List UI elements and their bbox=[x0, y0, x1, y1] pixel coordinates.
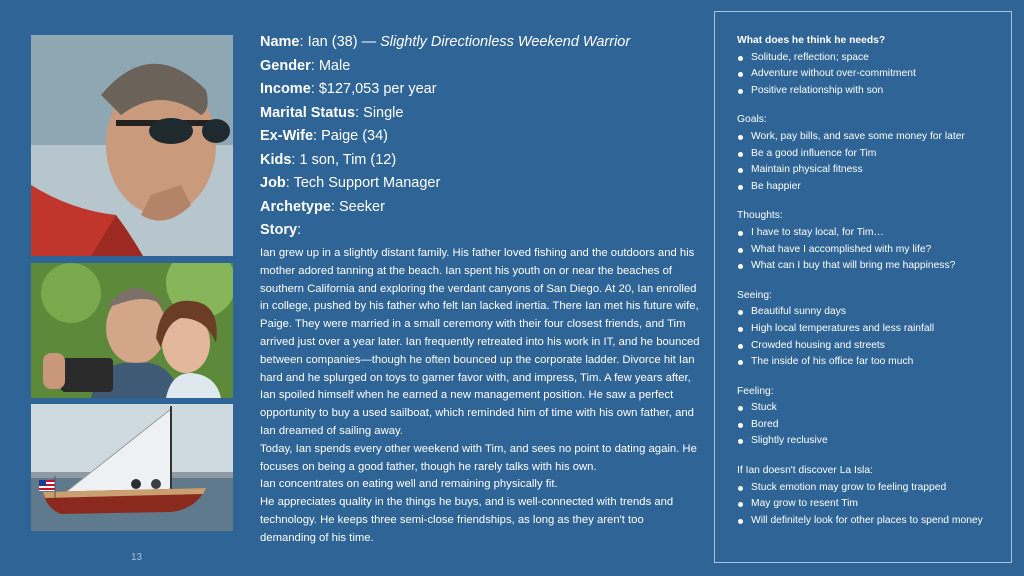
persona-story bbox=[260, 245, 700, 548]
field-label: Income bbox=[260, 81, 311, 97]
list-item: Maintain physical fitness bbox=[737, 162, 1011, 179]
list-item: Adventure without over-commitment bbox=[737, 66, 1011, 83]
field-label: Job bbox=[260, 175, 286, 191]
story-paragraph: Ian concentrates on eating well and remaining physically fit. bbox=[260, 478, 558, 491]
field-value: Tech Support Manager bbox=[293, 175, 441, 191]
field-label: Gender bbox=[260, 57, 311, 74]
story-paragraph: Ian grew up in a slightly distant family. His father loved fishing and the outdoors and his mother adored tanning at the beach. Ian spent his youth on or near the beaches of southern California and exploring the verdant canyons of San Diego. At 20, Ian enrolled in college, pushed by his father who felt Ian lacked inertia. There Ian met his future wife, Paige. They were married in a small ceremony with their four closest friends, and Tim arrived just over a year later. Ian frequently retreated into his work in IT, and he bounced between companies—though he often bounced up the corporate ladder. Divorce hit Ian hard and he splurged on toys to garner favor with, and impress, Tim. A few years after, Ian spoiled himself when he earned a new management position. He saw a perfect opportunity to buy a used sailboat, which reminded him of time with his own father, and Ian dreamed of sailing away. bbox=[260, 247, 700, 437]
list-item: I have to stay local, for Tim… bbox=[737, 225, 1011, 242]
story-label: Story bbox=[260, 222, 298, 238]
field-value: Paige (34) bbox=[321, 128, 389, 144]
field-value: Ian (38) bbox=[307, 34, 358, 50]
field-kids: Kids: 1 son, Tim (12) bbox=[260, 151, 397, 168]
field-value: 1 son, Tim (12) bbox=[299, 151, 397, 168]
list-item: Be a good influence for Tim bbox=[737, 146, 1011, 163]
field-ex-wife: Ex-Wife: Paige (34) bbox=[260, 128, 389, 144]
list-item: High local temperatures and less rainfall bbox=[737, 321, 1011, 338]
field-value: Male bbox=[318, 57, 351, 74]
section-thoughts bbox=[737, 208, 1011, 274]
persona-tagline: Slightly Directionless Weekend Warrior bbox=[380, 34, 631, 50]
bullet-list bbox=[737, 50, 1011, 100]
field-story-heading: Story: bbox=[260, 222, 302, 238]
list-item: Solitude, reflection; space bbox=[737, 50, 1011, 67]
section-title: If Ian doesn't discover La Isla: bbox=[737, 465, 873, 477]
field-name: Name: Ian (38) — Slightly Directionless Weekend Warrior bbox=[260, 34, 631, 50]
section-seeing bbox=[737, 288, 1011, 371]
name-separator: — bbox=[361, 34, 377, 50]
section-if-not-discovered bbox=[737, 463, 1011, 529]
field-value: Seeker bbox=[338, 198, 385, 215]
field-label: Ex-Wife bbox=[260, 128, 314, 144]
list-item: May grow to resent Tim bbox=[737, 496, 1011, 513]
list-item: Positive relationship with son bbox=[737, 83, 1011, 100]
bullet-list bbox=[737, 129, 1011, 195]
field-value: Single bbox=[363, 104, 404, 121]
bullet-list bbox=[737, 480, 1011, 530]
insights-panel bbox=[714, 11, 1012, 563]
section-title: Goals: bbox=[737, 114, 767, 126]
list-item: What can I buy that will bring me happiness? bbox=[737, 258, 1011, 275]
list-item: Be happier bbox=[737, 179, 1011, 196]
field-income: Income: $127,053 per year bbox=[260, 81, 437, 97]
page-number: 13 bbox=[131, 552, 143, 563]
story-paragraph: Today, Ian spends every other weekend with Tim, and sees no point to dating again. He focuses on being a good father, though he rarely talks with his own. bbox=[260, 442, 697, 473]
photo-father-son-selfie bbox=[31, 263, 233, 398]
section-goals bbox=[737, 112, 1011, 195]
list-item: Work, pay bills, and save some money for later bbox=[737, 129, 1011, 146]
photo-man-sunglasses bbox=[31, 35, 233, 256]
field-label: Marital Status bbox=[260, 104, 356, 121]
bullet-list bbox=[737, 304, 1011, 370]
section-title: Thoughts: bbox=[737, 210, 783, 222]
section-title: What does he think he needs? bbox=[737, 35, 886, 46]
story-paragraph: He appreciates quality in the things he buys, and is well-connected with trends and technology. He keeps three semi-close friendships, as long as they aren't too demanding of his time. bbox=[260, 496, 674, 544]
list-item: Will definitely look for other places to spend money bbox=[737, 513, 1011, 530]
photo-sailboat bbox=[31, 404, 233, 531]
field-marital-status: Marital Status: Single bbox=[260, 104, 404, 121]
bullet-list bbox=[737, 400, 1011, 450]
list-item: The inside of his office far too much bbox=[737, 354, 1011, 371]
field-label: Name bbox=[260, 34, 300, 50]
list-item: Stuck emotion may grow to feeling trapped bbox=[737, 480, 1011, 497]
list-item: Slightly reclusive bbox=[737, 433, 1011, 450]
field-label: Kids bbox=[260, 151, 292, 168]
section-title: Feeling: bbox=[737, 385, 774, 397]
list-item: Beautiful sunny days bbox=[737, 304, 1011, 321]
field-job: Job: Tech Support Manager bbox=[260, 175, 441, 191]
list-item: Bored bbox=[737, 417, 1011, 434]
field-archetype: Archetype: Seeker bbox=[260, 198, 385, 215]
field-label: Archetype bbox=[260, 198, 331, 215]
section-needs bbox=[737, 33, 1011, 99]
list-item: Stuck bbox=[737, 400, 1011, 417]
section-title: Seeing: bbox=[737, 289, 772, 301]
section-feeling bbox=[737, 384, 1011, 450]
bullet-list bbox=[737, 225, 1011, 275]
field-gender: Gender: Male bbox=[260, 57, 351, 74]
field-value: $127,053 per year bbox=[318, 81, 437, 97]
list-item: Crowded housing and streets bbox=[737, 338, 1011, 355]
list-item: What have I accomplished with my life? bbox=[737, 242, 1011, 259]
persona-fields bbox=[260, 31, 700, 243]
